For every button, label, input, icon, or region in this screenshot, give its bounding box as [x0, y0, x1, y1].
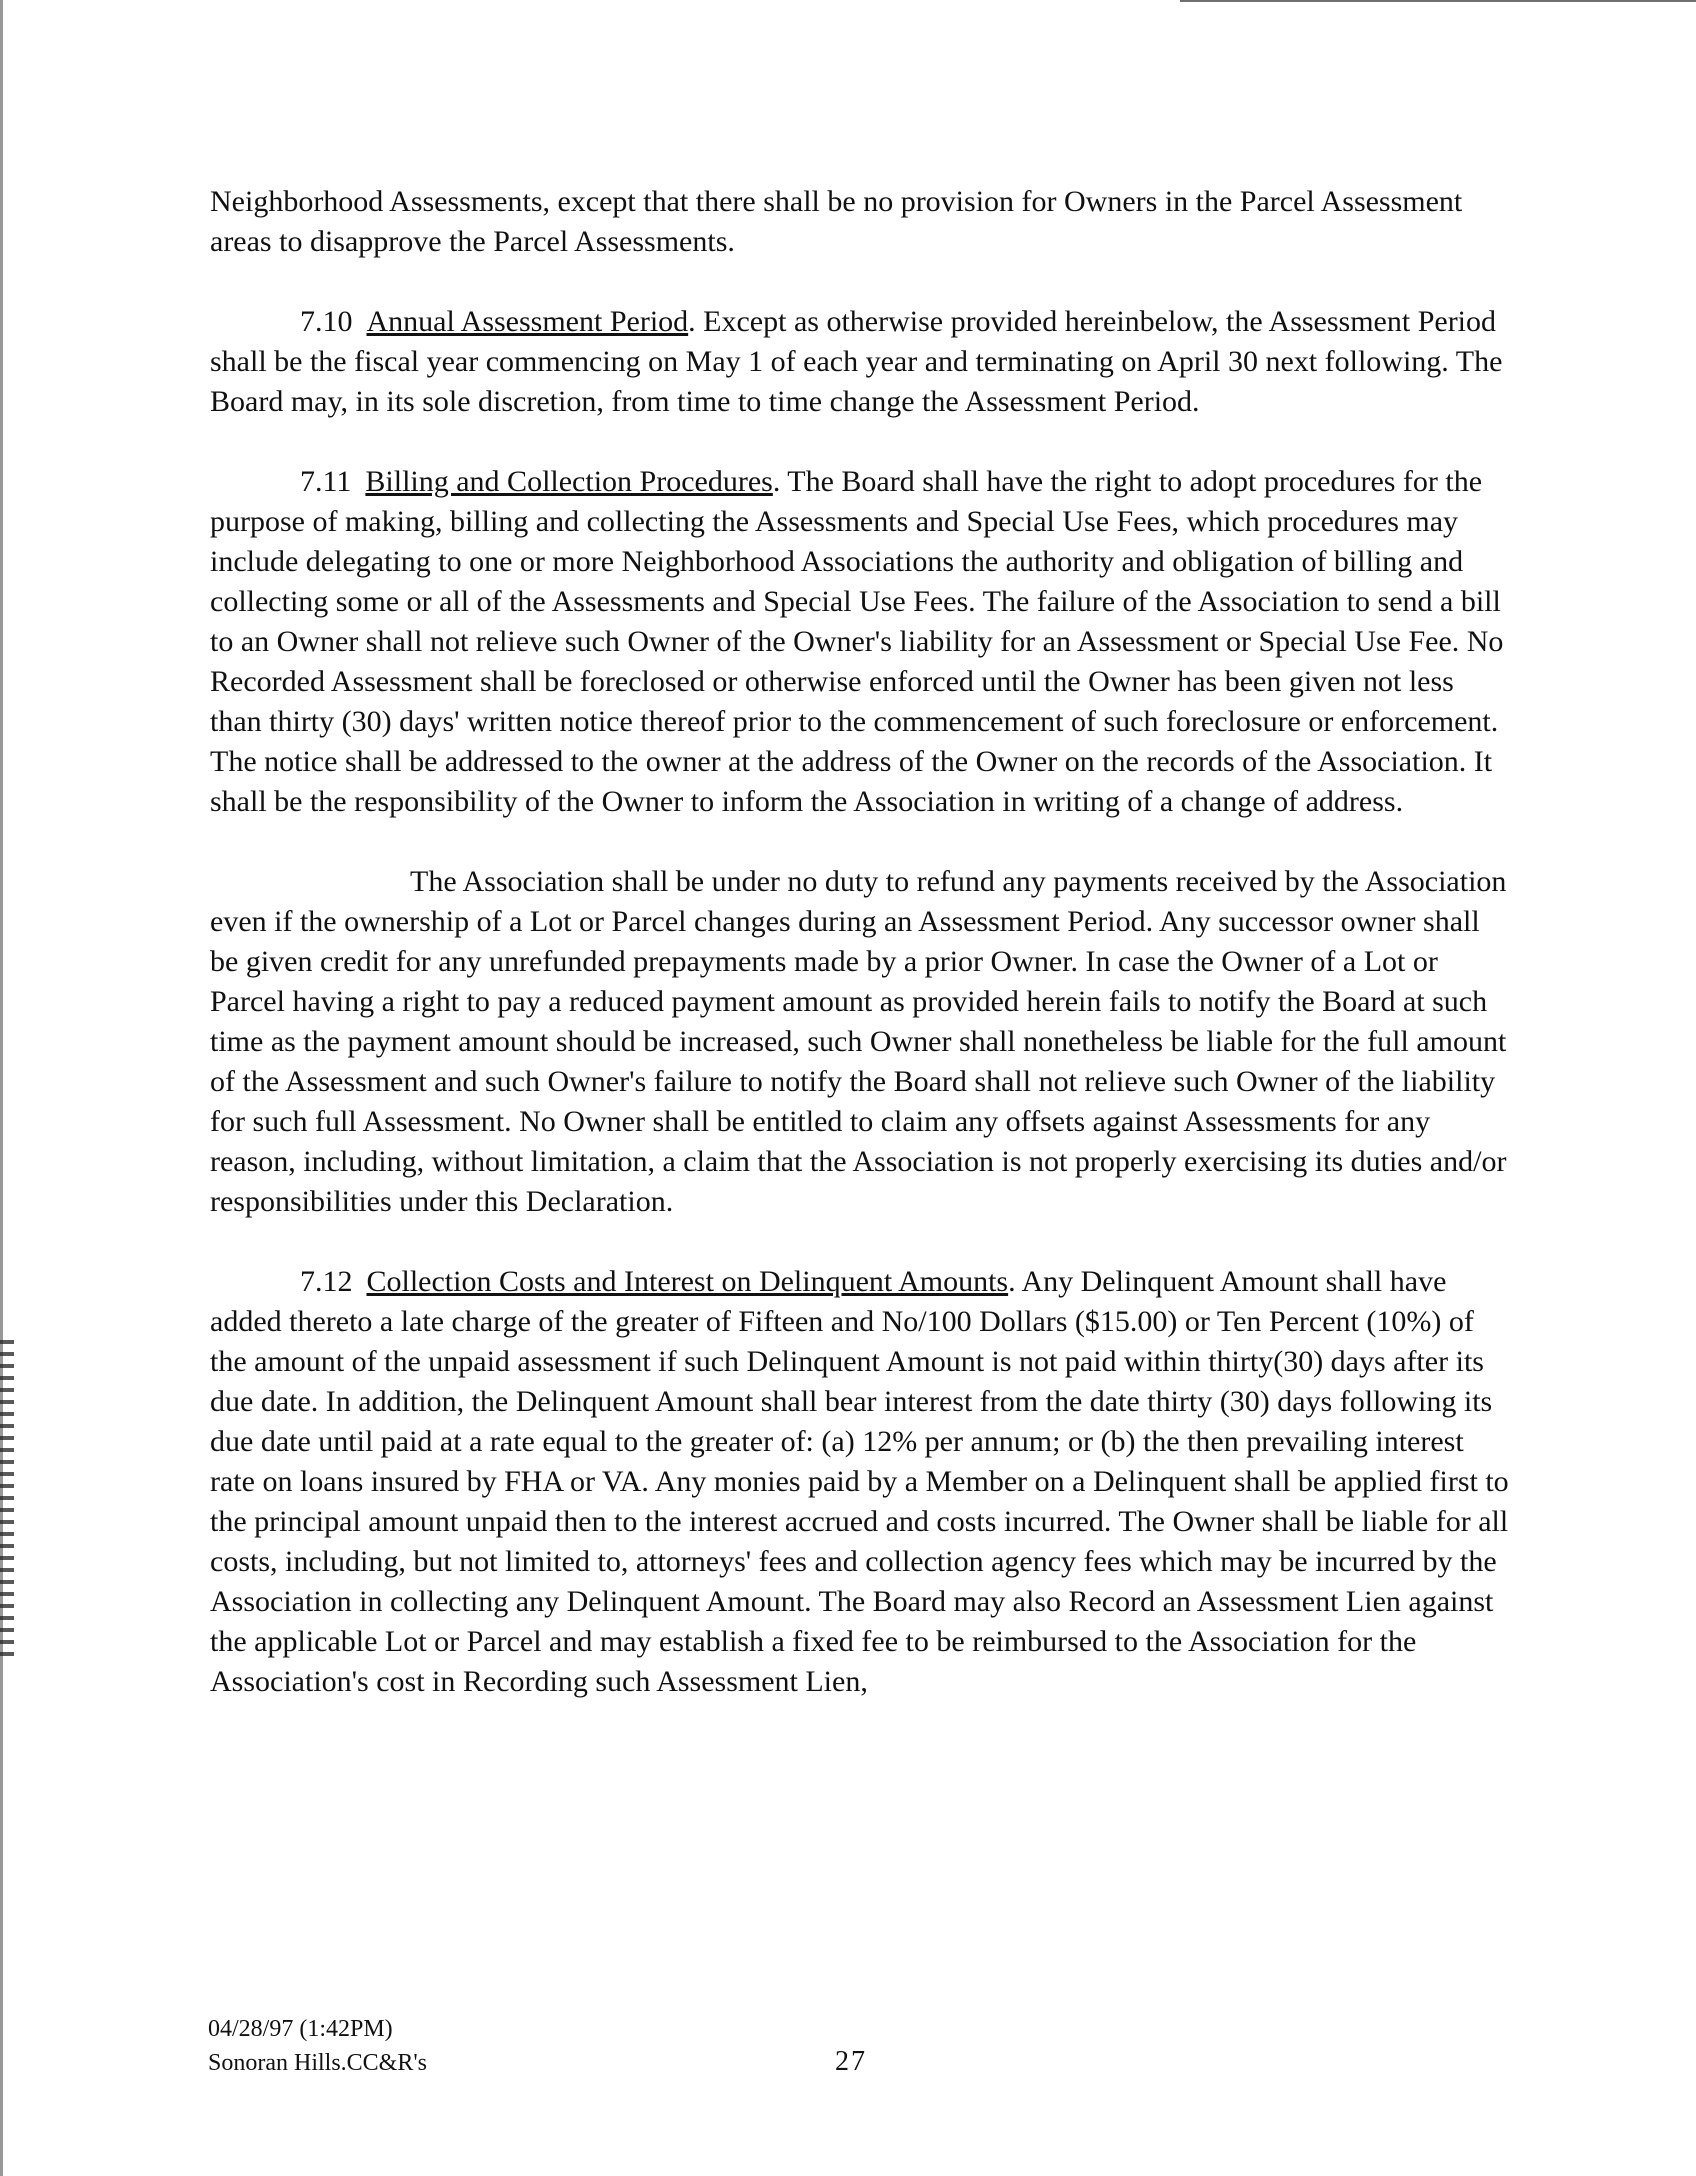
document-body — [210, 182, 1510, 1742]
refund-paragraph: The Association shall be under no duty to refund any payments received by the Association even if the ownership of a Lot or Parcel changes during an Assessment Period. Any successor owner shall be given credit for any unrefunded prepayments made by a prior Owner. In case the Owner of a Lot or Parcel having a right to pay a reduced payment amount as provided herein fails to notify the Board at such time as the payment amount should be increased, such Owner shall nonetheless be liable for the full amount of the Assessment and such Owner's failure to notify the Board shall not relieve such Owner of the liability for such full Assessment. No Owner shall be entitled to claim any offsets against Assessments for any reason, including, without limitation, a claim that the Association is not properly exercising its duties and/or responsibilities under this Declaration. — [210, 865, 1507, 1218]
section-7-10 — [210, 302, 1510, 422]
section-title: Collection Costs and Interest on Delinquent Amounts — [366, 1265, 1009, 1298]
scan-artifact-left-marks — [0, 1340, 14, 1660]
footer-document-name: Sonoran Hills.CC&R's — [208, 2050, 428, 2076]
section-number: 7.10 — [300, 305, 353, 338]
section-title: Billing and Collection Procedures — [365, 465, 773, 498]
section-body: . Any Delinquent Amount shall have added thereto a late charge of the greater of Fifteen and No/100 Dollars ($15.00) or Ten Percent (10%) of the amount of the unpaid assessment if such Delinquent Amount is not paid within thirty(30) days after its due date. In addition, the Delinquent Amount shall bear interest from the date thirty (30) days following its due date until paid at a rate equal to the greater of: (a) 12% per annum; or (b) the then prevailing interest rate on loans insured by FHA or VA. Any monies paid by a Member on a Delinquent shall be applied first to the principal amount unpaid then to the interest accrued and costs incurred. The Owner shall be liable for all costs, including, but not limited to, attorneys' fees and collection agency fees which may be incurred by the Association in collecting any Delinquent Amount. The Board may also Record an Assessment Lien against the applicable Lot or Parcel and may establish a fixed fee to be reimbursed to the Association for the Association's cost in Recording such Assessment Lien, — [210, 1265, 1509, 1698]
footer-date: 04/28/97 (1:42PM) — [208, 2016, 393, 2042]
scan-artifact-top-rule — [1180, 0, 1696, 2]
section-title: Annual Assessment Period — [366, 305, 689, 338]
page-number: 27 — [835, 2046, 867, 2077]
section-7-11 — [210, 462, 1510, 822]
section-body: . The Board shall have the right to adopt procedures for the purpose of making, billing and collecting the Assessments and Special Use Fees, which procedures may include delegating to one or more Neighborhood Associations the authority and obligation of billing and collecting some or all of the Assessments and Special Use Fees. The failure of the Association to send a bill to an Owner shall not relieve such Owner of the Owner's liability for an Assessment or Special Use Fee. No Recorded Assessment shall be foreclosed or otherwise enforced until the Owner has been given not less than thirty (30) days' written notice thereof prior to the commencement of such foreclosure or enforcement. The notice shall be addressed to the owner at the address of the Owner on the records of the Association. It shall be the responsibility of the Owner to inform the Association in writing of a change of address. — [210, 465, 1504, 818]
section-body: . Except as otherwise provided hereinbelow, the Assessment Period shall be the fiscal year commencing on May 1 of each year and terminating on April 30 next following. The Board may, in its sole discretion, from time to time change the Assessment Period. — [210, 305, 1503, 418]
section-number: 7.12 — [300, 1265, 353, 1298]
scan-artifact-left-edge — [0, 0, 3, 2176]
continuation-paragraph: Neighborhood Assessments, except that there shall be no provision for Owners in the Parcel Assessment areas to disapprove the Parcel Assessments. — [210, 185, 1463, 258]
footer-info — [208, 2012, 427, 2080]
section-number: 7.11 — [300, 465, 352, 498]
section-7-12 — [210, 1262, 1510, 1702]
